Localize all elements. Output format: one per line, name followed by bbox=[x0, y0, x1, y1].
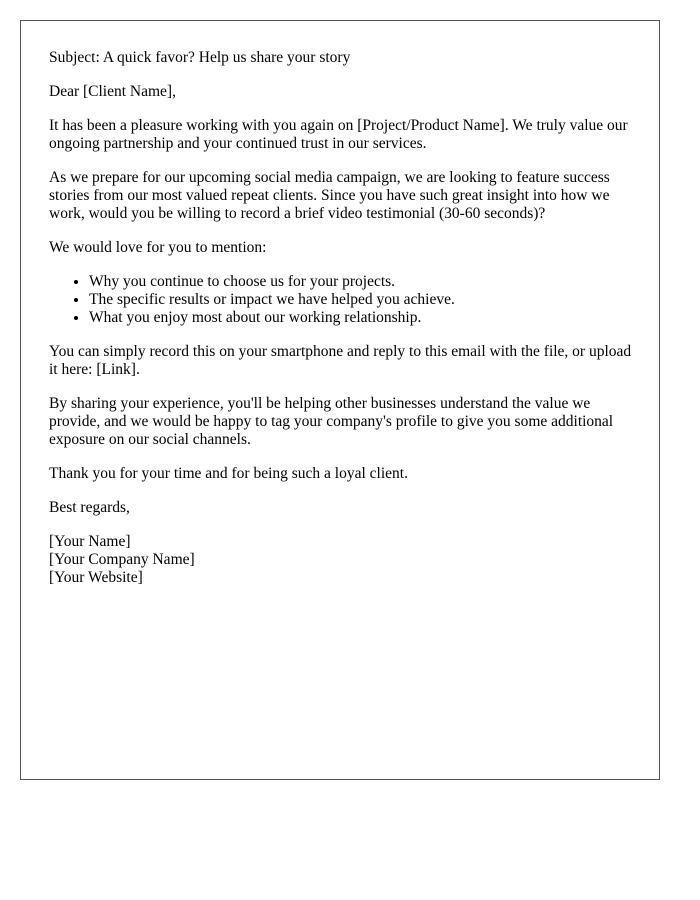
closing: Best regards, bbox=[49, 499, 130, 516]
letter-frame bbox=[20, 20, 660, 780]
list-item: • What you enjoy most about our working relationship. bbox=[89, 309, 639, 327]
list-item: • The specific results or impact we have helped you achieve. bbox=[89, 291, 639, 309]
paragraph-instructions: You can simply record this on your smartphone and reply to this email with the file, or upload it here: [Link]. bbox=[49, 343, 632, 378]
subject-line: Subject: A quick favor? Help us share your story bbox=[49, 49, 351, 66]
signature-block bbox=[49, 533, 639, 587]
signature-name: [Your Name] bbox=[49, 533, 131, 550]
signature-company: [Your Company Name] bbox=[49, 551, 195, 568]
paragraph-mention-intro: We would love for you to mention: bbox=[49, 239, 267, 256]
mention-list bbox=[49, 273, 639, 327]
letter-body bbox=[49, 49, 639, 603]
list-item: • Why you continue to choose us for your projects. bbox=[89, 273, 639, 291]
signature-website: [Your Website] bbox=[49, 569, 143, 586]
paragraph-request: As we prepare for our upcoming social media campaign, we are looking to feature success stories from our most valued repeat clients. Since you have such great insight into how we work, would you be willing to record a brief video testimonial (30-60 seconds)? bbox=[49, 169, 610, 222]
paragraph-benefit: By sharing your experience, you'll be helping other businesses understand the value we provide, and we would be happy to tag your company's profile to give you some additional exposure on our social channels. bbox=[49, 395, 614, 448]
paragraph-intro: It has been a pleasure working with you again on [Project/Product Name]. We truly value our ongoing partnership and your continued trust in our services. bbox=[49, 117, 628, 152]
greeting: Dear [Client Name], bbox=[49, 83, 176, 100]
paragraph-thanks: Thank you for your time and for being such a loyal client. bbox=[49, 465, 408, 482]
